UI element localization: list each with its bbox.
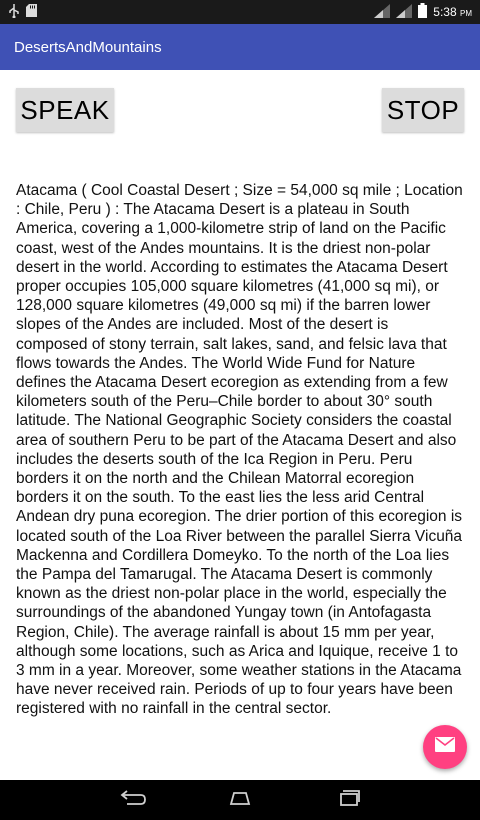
status-left (0, 4, 37, 21)
home-icon[interactable] (225, 790, 255, 811)
status-bar (0, 0, 480, 24)
signal-icon (396, 4, 412, 21)
article-text[interactable]: Atacama ( Cool Coastal Desert ; Size = 54,000 sq mile ; Location : Chile, Peru ) : The Atacama Desert is a plateau in South America, covering a 1,000-kilometre strip of land on the Pacific coast, west of the Andes mountains. It is the driest non-polar desert in the world. According to estimates the Atacama Desert proper occupies 105,000 square kilometres (41,000 sq mi), or 128,000 square kilometres (49,000 sq mi) if the barren lower slopes of the Andes are included. Most of the desert is composed of stony terrain, salt lakes, sand, and felsic lava that flows towards the Andes. The World Wide Fund for Nature defines the Atacama Desert ecoregion as extending from a few kilometers south of the Peru–Chile border to about 30° south latitude. The National Geographic Society considers the coastal area of southern Peru to be part of the Atacama Desert and also includes the deserts south of the Ica Region in Peru. Peru borders it on the north and the Chilean Matorral ecoregion borders it on the south. To the east lies the less arid Central Andean dry puna ecoregion. The drier portion of this ecoregion is located south of the Loa River between the parallel Sierra Vicuña Mackenna and Cordillera Domeyko. To the north of the Loa lies the Pampa del Tamarugal. The Atacama Desert is commonly known as the driest non-polar place in the world, especially the surroundings of the abandoned Yungay town (in Antofagasta Region, Chile). The average rainfall is about 15 mm per year, although some locations, such as Arica and Iquique, receive 1 to 3 mm in a year. Moreover, some weather stations in the Atacama have never received rain. Periods of up to four years have been registered with no rainfall in the central sector. (16, 182, 463, 718)
status-right (374, 3, 480, 21)
back-icon[interactable] (117, 790, 147, 811)
clock-time: 5:38 (433, 5, 457, 19)
recents-icon[interactable] (333, 789, 363, 812)
email-fab-button[interactable] (423, 725, 467, 769)
app-bar (0, 24, 480, 70)
navigation-bar (0, 780, 480, 820)
status-time (433, 5, 472, 19)
main-content (0, 70, 480, 780)
clock-suffix: PM (460, 9, 472, 18)
battery-icon (418, 3, 427, 21)
speak-button[interactable]: SPEAK (16, 88, 114, 132)
signal-icon (374, 4, 390, 21)
stop-button[interactable]: STOP (382, 88, 464, 132)
app-title: DesertsAndMountains (14, 38, 162, 56)
sd-card-icon (26, 4, 37, 20)
usb-icon (8, 4, 20, 21)
email-icon (435, 737, 455, 757)
